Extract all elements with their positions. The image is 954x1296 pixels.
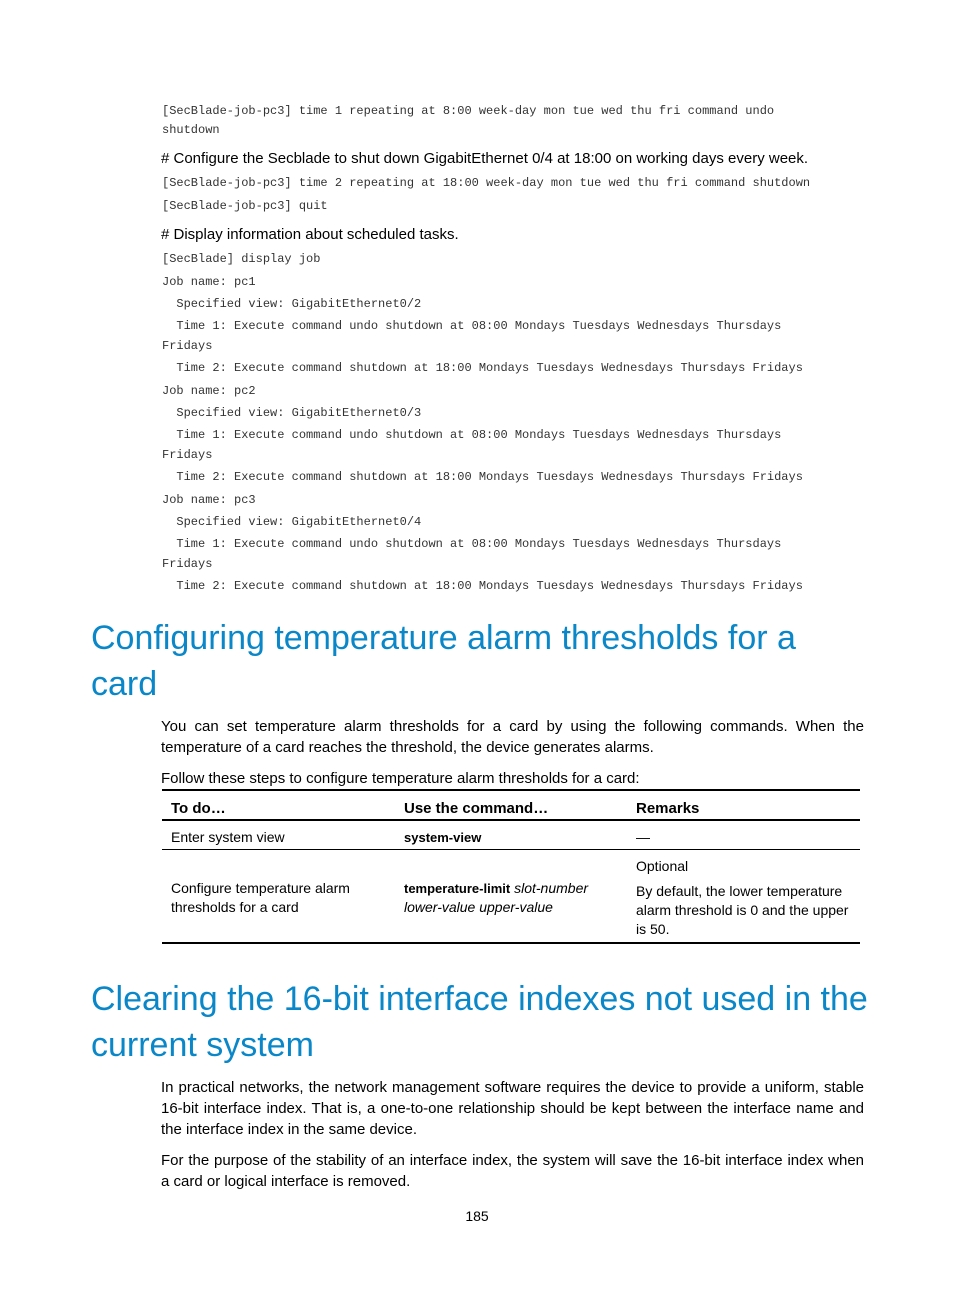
code-line: Fridays [162,339,213,353]
code-line: Specified view: GigabitEthernet0/4 [162,515,422,529]
code-line: Specified view: GigabitEthernet0/2 [162,297,422,311]
table-cell-remarks: — [636,829,650,845]
code-line: Fridays [162,557,213,571]
page-number: 185 [465,1208,489,1224]
code-line: Specified view: GigabitEthernet0/3 [162,406,422,420]
command-args: lower-value upper-value [404,899,553,915]
code-line: [SecBlade-job-pc3] quit [162,199,328,213]
command-keyword: temperature-limit [404,881,511,896]
cell-line: alarm threshold is 0 and the upper [636,902,849,918]
table-cell-todo [171,879,350,917]
code-line: Fridays [162,448,213,462]
table-cell-remarks-optional: Optional [636,858,689,874]
table-top-rule [162,789,860,791]
code-line: Job name: pc3 [162,493,256,507]
table-header-remarks: Remarks [636,800,700,817]
cell-line: Configure temperature alarm [171,880,350,896]
cell-line: By default, the lower temperature [636,883,843,899]
comment-configure-shutdown: # Configure the Secblade to shut down GigabitEthernet 0/4 at 18:00 on working days every week. [161,150,809,167]
comment-display-info: # Display information about scheduled tasks. [161,226,459,243]
table-bottom-rule [162,942,860,944]
cell-line: is 50. [636,921,670,937]
table-cell-command: system-view [404,830,482,845]
table-cell-remarks [636,882,848,939]
code-line: [SecBlade] display job [162,252,321,266]
table-row-rule [162,849,860,850]
section-heading-temperature [91,615,891,707]
code-line: Job name: pc1 [162,275,256,289]
code-line: Job name: pc2 [162,384,256,398]
table-cell-todo: Enter system view [171,829,285,845]
code-line: Time 1: Execute command undo shutdown at 08:00 Mondays Tuesdays Wednesdays Thursdays [162,537,782,551]
heading-line: card [91,665,158,703]
code-line: Time 2: Execute command shutdown at 18:00 Mondays Tuesdays Wednesdays Thursdays Fridays [162,579,803,593]
heading-line: Configuring temperature alarm thresholds for a [91,619,796,657]
table-cell-command [404,879,588,917]
code-line: Time 1: Execute command undo shutdown at 08:00 Mondays Tuesdays Wednesdays Thursdays [162,428,782,442]
table-header-command: Use the command… [404,800,549,817]
code-line: Time 1: Execute command undo shutdown at 08:00 Mondays Tuesdays Wednesdays Thursdays [162,319,782,333]
section-2-paragraph-1: In practical networks, the network management software requires the device to provide a uniform, stable 16-bit interface index. That is, a one-to-one relationship should be kept between the interface name and the interface index in the same device. [161,1079,864,1138]
table-header-todo: To do… [171,800,226,817]
command-args: slot-number [514,880,589,896]
code-line: Time 2: Execute command shutdown at 18:00 Mondays Tuesdays Wednesdays Thursdays Fridays [162,361,803,375]
cell-line: thresholds for a card [171,899,299,915]
code-line: [SecBlade-job-pc3] time 2 repeating at 18:00 week-day mon tue wed thu fri command shutdown [162,176,811,190]
section-1-paragraph: You can set temperature alarm thresholds for a card by using the following commands. When the temperature of a card reaches the threshold, the device generates alarms. [161,718,864,756]
table-header-rule [162,819,860,821]
section-2-paragraph-2: For the purpose of the stability of an interface index, the system will save the 16-bit interface index when a card or logical interface is removed. [161,1152,864,1190]
section-heading-interface-indexes [91,976,891,1068]
code-line: shutdown [162,123,220,137]
heading-line: Clearing the 16-bit interface indexes not used in the [91,980,868,1018]
code-line: [SecBlade-job-pc3] time 1 repeating at 8:00 week-day mon tue wed thu fri command undo [162,104,775,118]
code-line: Time 2: Execute command shutdown at 18:00 Mondays Tuesdays Wednesdays Thursdays Fridays [162,470,803,484]
heading-line: current system [91,1026,314,1064]
table-intro: Follow these steps to configure temperature alarm thresholds for a card: [161,770,640,787]
